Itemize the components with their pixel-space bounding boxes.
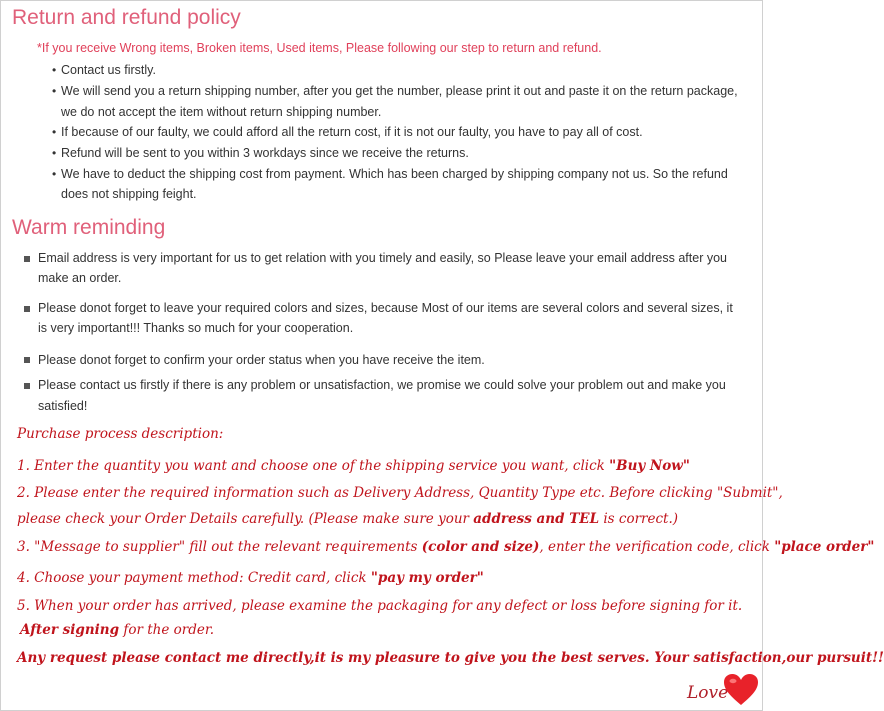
square-bullet [24, 306, 30, 312]
bullet-dot: • [52, 167, 57, 181]
closing-statement: Any request please contact me directly,it is my pleasure to give you the best serves. Your satisfaction,our pursuit!! [17, 650, 884, 666]
purchase-step-4 [17, 570, 484, 586]
refund-item-continued: we do not accept the item without return shipping number. [61, 105, 382, 119]
bullet-dot: • [52, 84, 57, 98]
refund-item: Refund will be sent to you within 3 workdays since we receive the returns. [61, 146, 469, 160]
step-text: 2. Please enter the required information such as Delivery Address, Quantity Type etc. Before clicking "Submit", [17, 485, 783, 501]
warm-item: Please contact us firstly if there is any problem or unsatisfaction, we promise we could solve your problem out and make you [38, 378, 726, 392]
refund-item: Contact us firstly. [61, 63, 156, 77]
refund-heading: Return and refund policy [12, 6, 241, 29]
bullet-dot: • [52, 146, 57, 160]
buy-now-label: "Buy Now" [609, 458, 690, 474]
step-text: 3. "Message to supplier" fill out the relevant requirements [17, 539, 422, 555]
after-signing-label: After signing [20, 622, 120, 638]
warm-item-continued: make an order. [38, 271, 122, 285]
refund-item: We will send you a return shipping number, after you get the number, please print it out and paste it on the return package, [61, 84, 738, 98]
refund-note: *If you receive Wrong items, Broken items, Used items, Please following our step to return and refund. [37, 41, 602, 55]
purchase-step-5 [17, 598, 742, 614]
refund-item: We have to deduct the shipping cost from payment. Which has been charged by shipping company not us. So the refund [61, 167, 728, 181]
pay-my-order-label: "pay my order" [370, 570, 484, 586]
address-tel-label: address and TEL [473, 511, 600, 527]
purchase-step-2 [17, 485, 783, 501]
warm-item: Please donot forget to confirm your order status when you have receive the item. [38, 353, 485, 367]
step-text: is correct.) [599, 511, 679, 527]
warm-heading: Warm reminding [12, 216, 166, 239]
square-bullet [24, 357, 30, 363]
warm-item-continued: is very important!!! Thanks so much for your cooperation. [38, 321, 354, 335]
step-text: please check your Order Details carefully. (Please make sure your [17, 511, 474, 527]
step-text: 5. When your order has arrived, please examine the packaging for any defect or loss before signing for it. [17, 598, 743, 614]
refund-item: If because of our faulty, we could afford all the return cost, if it is not our faulty, you have to pay all of cost. [61, 125, 643, 139]
square-bullet [24, 256, 30, 262]
purchase-step-2-continued [17, 511, 678, 527]
bullet-dot: • [52, 63, 57, 77]
purchase-step-1 [17, 458, 690, 474]
heart-icon [723, 673, 759, 707]
purchase-step-3 [17, 539, 874, 555]
bullet-dot: • [52, 125, 57, 139]
square-bullet [24, 383, 30, 389]
purchase-step-5-continued [20, 622, 214, 638]
step-text: 4. Choose your payment method: Credit card, click [17, 570, 371, 586]
step-text: , enter the verification code, click [539, 539, 775, 555]
step-text: for the order. [119, 622, 215, 638]
refund-item-continued: does not shipping feight. [61, 187, 197, 201]
warm-item-continued: satisfied! [38, 399, 88, 413]
step-text: 1. Enter the quantity you want and choose one of the shipping service you want, click [17, 458, 610, 474]
place-order-label: "place order" [774, 539, 875, 555]
color-size-label: (color and size) [421, 539, 540, 555]
warm-item: Email address is very important for us to get relation with you timely and easily, so Please leave your email address after you [38, 251, 727, 265]
purchase-heading: Purchase process description: [17, 426, 224, 442]
love-text: Love [687, 683, 729, 703]
warm-item: Please donot forget to leave your required colors and sizes, because Most of our items are several colors and several sizes, it [38, 301, 733, 315]
